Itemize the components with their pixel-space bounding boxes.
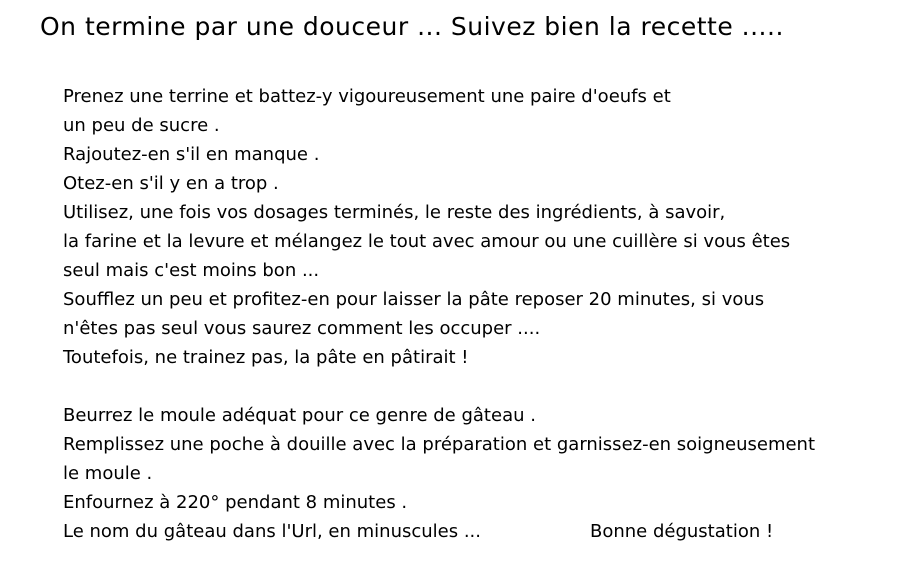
recipe-line: Otez-en s'il y en a trop . xyxy=(63,173,279,194)
paragraph-spacer xyxy=(63,372,890,401)
recipe-line: Enfournez à 220° pendant 8 minutes . xyxy=(63,492,408,513)
recipe-line: n'êtes pas seul vous saurez comment les occuper .... xyxy=(63,318,541,339)
recipe-line: Soufflez un peu et profitez-en pour laisser la pâte reposer 20 minutes, si vous xyxy=(63,289,765,310)
footer-line xyxy=(63,517,890,546)
recipe-line: Prenez une terrine et battez-y vigoureusement une paire d'oeufs et xyxy=(63,86,671,107)
recipe-text xyxy=(63,82,890,546)
page-title: On termine par une douceur ... Suivez bien la recette ..... xyxy=(40,12,784,41)
recipe-line: le moule . xyxy=(63,463,153,484)
recipe-line: Beurrez le moule adéquat pour ce genre de gâteau . xyxy=(63,405,536,426)
recipe-line: Utilisez, une fois vos dosages terminés, le reste des ingrédients, à savoir, xyxy=(63,202,726,223)
url-hint-text: Le nom du gâteau dans l'Url, en minuscules ... xyxy=(63,521,481,542)
recipe-paragraph-2 xyxy=(63,401,890,546)
recipe-line: Toutefois, ne trainez pas, la pâte en pâtirait ! xyxy=(63,347,469,368)
recipe-paragraph-1 xyxy=(63,82,890,372)
bon-appetit-text: Bonne dégustation ! xyxy=(590,521,774,542)
recipe-line: un peu de sucre . xyxy=(63,115,220,136)
recipe-line: Remplissez une poche à douille avec la préparation et garnissez-en soigneusement xyxy=(63,434,816,455)
recipe-line: Rajoutez-en s'il en manque . xyxy=(63,144,320,165)
recipe-line: la farine et la levure et mélangez le tout avec amour ou une cuillère si vous êtes xyxy=(63,231,791,252)
recipe-line: seul mais c'est moins bon ... xyxy=(63,260,320,281)
